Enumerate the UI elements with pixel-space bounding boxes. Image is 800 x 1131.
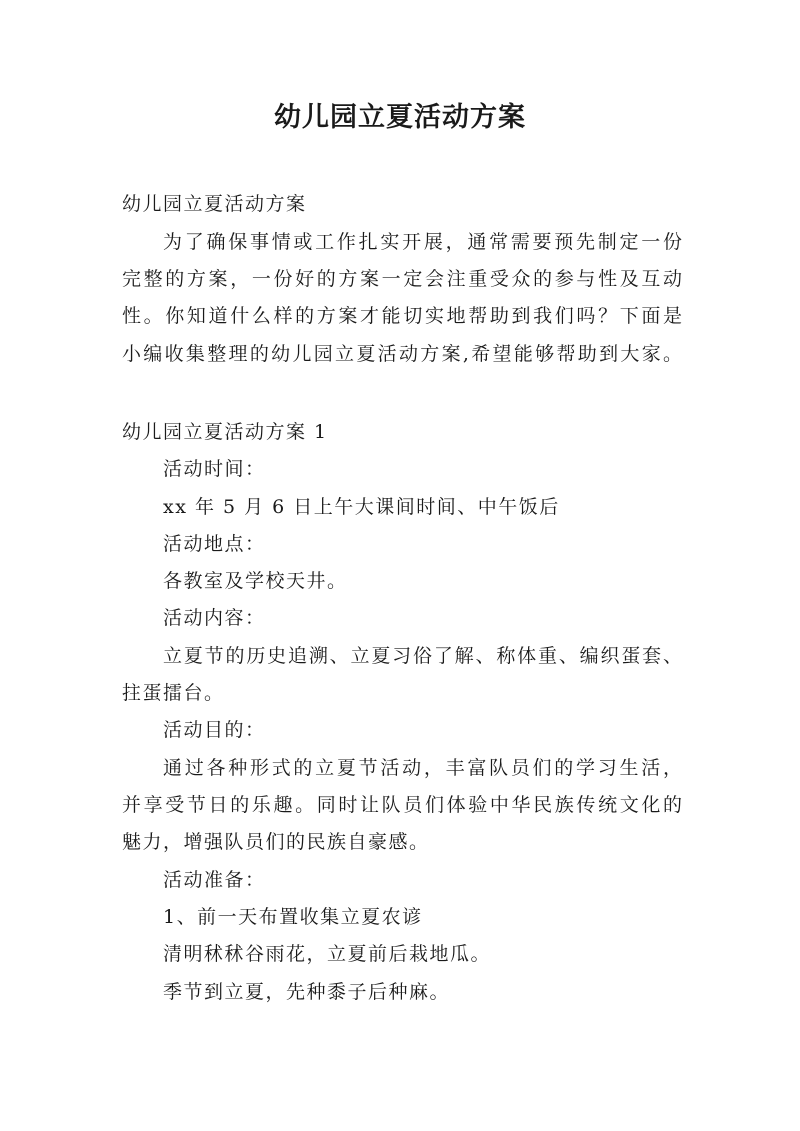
goal-line: 并享受节日的乐趣。同时让队员们体验中华民族传统文化的 bbox=[122, 794, 682, 816]
intro-line: 小编收集整理的幼儿园立夏活动方案,希望能够帮助到大家。 bbox=[122, 343, 682, 365]
time-label: 活动时间： bbox=[163, 458, 266, 480]
prep-item: 1、前一天布置收集立夏农谚 bbox=[163, 906, 423, 928]
prep-label: 活动准备： bbox=[163, 869, 266, 891]
content-label: 活动内容： bbox=[163, 607, 266, 629]
section-heading: 幼儿园立夏活动方案 1 bbox=[122, 421, 328, 443]
intro-line: 为了确保事情或工作扎实开展，通常需要预先制定一份 bbox=[163, 231, 682, 253]
prep-item: 季节到立夏，先种黍子后种麻。 bbox=[163, 981, 451, 1003]
content-line: 立夏节的历史追溯、立夏习俗了解、称体重、编织蛋套、 bbox=[163, 645, 682, 667]
intro-line: 性。你知道什么样的方案才能切实地帮助到我们吗？下面是 bbox=[122, 305, 682, 327]
goal-line: 魅力，增强队员们的民族自豪感。 bbox=[122, 831, 430, 853]
document-title: 幼儿园立夏活动方案 bbox=[274, 102, 526, 133]
goal-label: 活动目的： bbox=[163, 719, 266, 741]
time-value: xx 年 5 月 6 日上午大课间时间、中午饭后 bbox=[163, 496, 560, 518]
place-label: 活动地点： bbox=[163, 533, 266, 555]
content-line: 拄蛋擂台。 bbox=[122, 682, 225, 704]
prep-item: 清明秫秫谷雨花，立夏前后栽地瓜。 bbox=[163, 943, 492, 965]
intro-line: 完整的方案，一份好的方案一定会注重受众的参与性及互动 bbox=[122, 268, 682, 290]
goal-line: 通过各种形式的立夏节活动，丰富队员们的学习生活， bbox=[163, 757, 682, 779]
document-subtitle: 幼儿园立夏活动方案 bbox=[122, 193, 307, 215]
place-value: 各教室及学校天井。 bbox=[163, 570, 348, 592]
